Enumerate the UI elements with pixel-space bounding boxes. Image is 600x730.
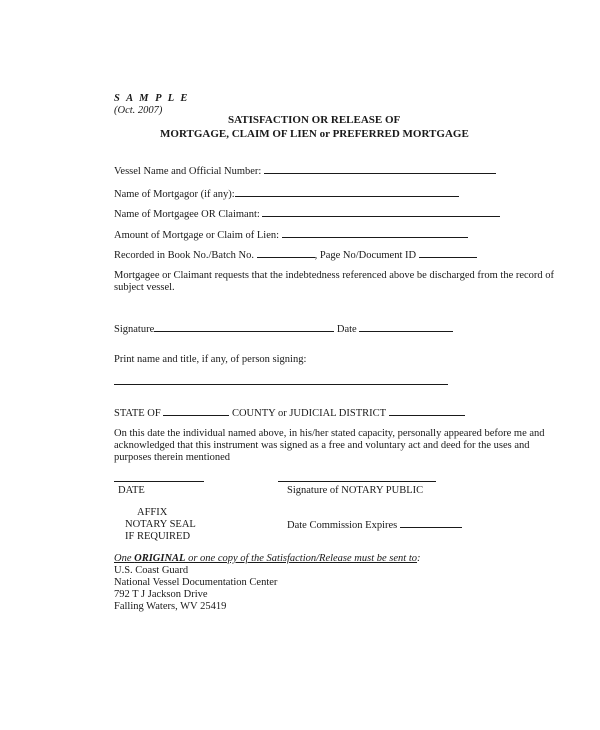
- send-to-colon: :: [417, 553, 421, 564]
- signature-row: [114, 321, 453, 336]
- print-name-label: Print name and title, if any, of person signing:: [114, 354, 307, 365]
- amount-label: Amount of Mortgage or Claim of Lien:: [114, 230, 282, 241]
- title-line-2: [160, 128, 469, 141]
- title-line-1: SATISFACTION OR RELEASE OF: [228, 114, 401, 126]
- print-name-field[interactable]: [114, 374, 448, 385]
- request-line-2: subject vessel.: [114, 282, 175, 293]
- page-doc-label: , Page No/Document ID: [314, 250, 419, 261]
- address-line-4: Falling Waters, WV 25419: [114, 601, 227, 612]
- notary-signature-label: Signature of NOTARY PUBLIC: [287, 485, 424, 496]
- sample-label: S A M P L E: [114, 93, 190, 104]
- send-to-rest: or one copy of the Satisfaction/Release must be sent to: [185, 553, 418, 564]
- ack-line-1: On this date the individual named above, in his/her stated capacity, personally appeared before me and: [114, 428, 545, 439]
- claimant-field[interactable]: [262, 206, 500, 217]
- vessel-field[interactable]: [264, 163, 496, 174]
- signature-date-field[interactable]: [359, 321, 453, 332]
- document-id-field[interactable]: [419, 247, 477, 258]
- send-to-original: ORIGINAL: [134, 553, 186, 564]
- title-line-2-c: PREFERRED MORTGAGE: [329, 128, 469, 140]
- notary-date-label: DATE: [118, 485, 145, 496]
- vessel-row: [114, 163, 496, 178]
- ack-line-3: purposes therein mentioned: [114, 452, 231, 463]
- notary-date-field[interactable]: [114, 471, 204, 482]
- recorded-label: Recorded in Book No./Batch No.: [114, 250, 257, 261]
- address-line-1: U.S. Coast Guard: [114, 565, 189, 576]
- request-line-1: Mortgagee or Claimant requests that the indebtedness referenced above be discharged from the record of: [114, 270, 555, 281]
- notary-seal-label: NOTARY SEAL: [125, 519, 196, 530]
- amount-field[interactable]: [282, 227, 468, 238]
- ack-line-2: acknowledged that this instrument was signed as a free and voluntary act and deed for the uses and: [114, 440, 530, 451]
- claimant-label: Name of Mortgagee OR Claimant:: [114, 209, 263, 220]
- title-line-2-or: or: [319, 128, 330, 140]
- address-line-2: National Vessel Documentation Center: [114, 577, 278, 588]
- state-label: STATE OF: [114, 408, 164, 419]
- mortgagor-field[interactable]: [235, 186, 459, 197]
- recorded-row: [114, 247, 477, 262]
- book-batch-field[interactable]: [257, 247, 315, 258]
- state-field[interactable]: [163, 405, 229, 416]
- mortgagor-row: [114, 186, 459, 201]
- print-name-row: [114, 374, 448, 389]
- send-to-prefix: One: [114, 553, 135, 564]
- vessel-label: Vessel Name and Official Number:: [114, 166, 264, 177]
- claimant-row: [114, 206, 500, 221]
- address-line-3: 792 T J Jackson Drive: [114, 589, 208, 600]
- commission-row: [287, 517, 462, 532]
- title-line-2-a: MORTGAGE, CLAIM OF LIEN: [160, 128, 320, 140]
- county-label: COUNTY or JUDICIAL DISTRICT: [229, 408, 389, 419]
- commission-field[interactable]: [400, 517, 462, 528]
- if-required-label: IF REQUIRED: [125, 531, 191, 542]
- form-date: (Oct. 2007): [114, 105, 163, 116]
- signature-field[interactable]: [154, 321, 334, 332]
- notary-signature-field[interactable]: [278, 471, 436, 482]
- signature-date-label: Date: [334, 324, 360, 335]
- affix-label: AFFIX: [137, 507, 168, 518]
- county-field[interactable]: [389, 405, 465, 416]
- amount-row: [114, 227, 468, 242]
- commission-label: Date Commission Expires: [287, 520, 400, 531]
- signature-label: Signature: [114, 324, 155, 335]
- state-row: [114, 405, 465, 420]
- mortgagor-label: Name of Mortgagor (if any):: [114, 189, 235, 200]
